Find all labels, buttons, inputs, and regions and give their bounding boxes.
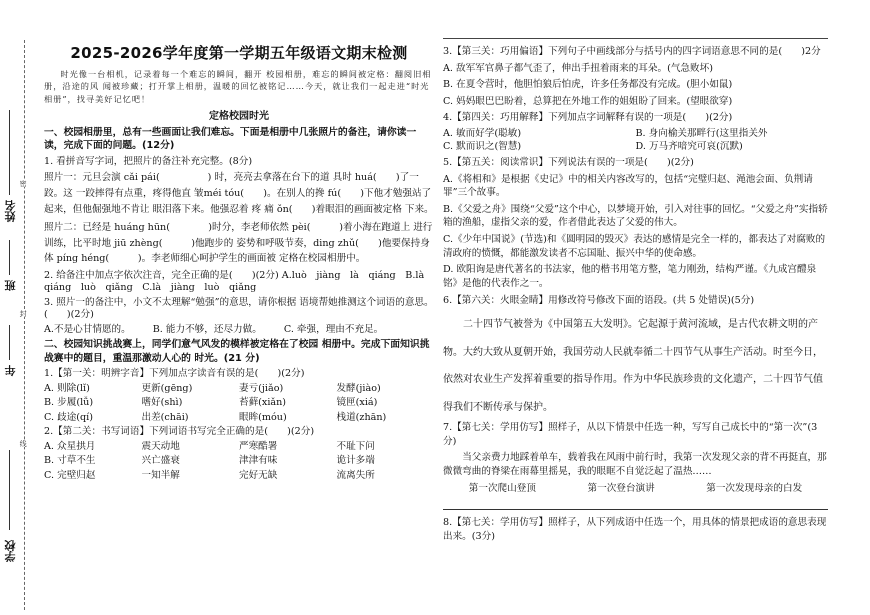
option-a[interactable]: A. 敏而好学(聪敏) [443,128,522,140]
level-1-heading: 1.【第一关：明辨字音】下列加点字读音有误的是( )(2分) [44,368,305,380]
level-1-row-a[interactable] [44,383,434,395]
class-field[interactable] [9,240,10,275]
level-1-row-c[interactable] [44,412,434,424]
option-cell: 栈道(zhān) [336,411,387,423]
choice-white-hair[interactable]: 第一次发现母亲的白发 [706,482,803,494]
grade-label: 年 [4,365,17,376]
option-cell: 嗜好(shì) [141,397,183,409]
level-3-option-c[interactable]: C. 妈妈眼巴巴盼着，总算把在外地工作的姐姐盼了回来。(望眼欲穿) [443,95,733,107]
option-cell: 发酵(jiào) [336,382,381,394]
level-5-option-b[interactable]: B.《父爱之舟》围绕“父爱”这个中心，以梦境开始，引入对往事的回忆。“父爱之舟”实指轿箱的渔船，虚指父亲的爱，作者借此表达了父爱的伟大。 [443,203,828,229]
level-2-row-c[interactable] [44,470,434,482]
option-cell: A. 则除(lǐ) [44,382,90,394]
fold-mark: 封 [19,310,28,317]
option-c[interactable]: C. 默而识之(智慧) [443,140,522,152]
option-cell: C. 完壁归赵 [44,469,96,481]
option-cell: 镜匣(xiá) [336,397,378,409]
level-2-row-a[interactable] [44,441,434,453]
option-cell: 津津有味 [239,455,278,467]
fold-line [24,40,25,610]
top-rule [443,38,828,39]
level-4-options [443,128,828,153]
name-label: 姓名 [4,200,17,222]
question-1: 1. 看拼音写字词，把照片的备注补充完整。(8分) [44,156,253,168]
question-2: 2. 给备注中加点字依次注音，完全正确的是( )(2分) A.luò jiàng là qiáng B.là qiáng luò qiǎng C.là jiàng luò qiǎng [44,269,434,294]
option-cell: 流离失所 [336,469,375,481]
intro-paragraph: 时光像一台相机，记录着每一个难忘的瞬间，翻开 校园相册，难忘的瞬间被定格：翻阅旧相册，沿途的风 闻被珍藏；打开掌上相册，温暖的回忆被铭记……今天，就让我们一起走进“时光相册”，找寻美好记忆吧！ [44,68,432,104]
level-6-passage[interactable]: 二十四节气被誉为《中国第五大发明》。它起源于黄河流域，是古代农耕文明的产物。大约大致从夏朝开始，我国劳动人民就奉循二十四节气从事生产活动。时至今日，依然对农业生产发挥着重要的指导作用。作为中华民族珍贵的文化遗产，二十四节气值得我们不断传承与保护。 [443,319,823,413]
level-1-row-b[interactable] [44,397,434,409]
level-3-heading: 3.【第三关：巧用偏语】下列句子中画线部分与括号内的四字词语意思不同的是( )2分 [443,46,821,57]
level-7-heading: 7.【第七关：学用仿写】照样子，从以下情景中任选一种，写写自己成长中的“第一次”(3分) [443,422,818,447]
level-6-heading: 6.【第六关：火眼金睛】用修改符号修改下面的语段。(共 5 处错误)(5分) [443,295,755,307]
level-8-heading: 8.【第七关：学用仿写】照样子，从下列成语中任选一个，用具体的情景把成语的意思表现出来。(3分) [443,516,827,542]
level-5-option-d[interactable]: D. 欧阳询是唐代著名的书法家，他的楷书用笔方整，笔力刚劲，结构严谨。《九成宫醴泉铭》是他的代表作之一。 [443,264,817,289]
class-label: 班 [4,280,17,291]
option-cell: A. 众星拱月 [44,440,96,452]
level-2-heading: 2.【第二关：书写词语】下列词语书写完全正确的是( )(2分) [44,426,315,438]
grade-field[interactable] [9,325,10,360]
option-cell: 兴亡盛衰 [141,455,180,467]
option-d[interactable]: D. 万马齐喑究可哀(沉默) [635,140,743,152]
option-cell: 苔藓(xiǎn) [239,397,287,409]
photo-2-note: 照片二：已经是 huáng hūn( )时分，李老师依然 pèi( )着小海在跑道上 进行训练，比平时地 jiū zhèng( )他跑步的 姿势和呼吸节奏，ding zhǔ( )他要保持身体 píng héng( )。李老师细心呵护学生的画面被 定格在校园相册中。 [44,222,433,265]
option-cell: 眼眸(móu) [239,411,287,423]
choice-climb[interactable]: 第一次爬山登顶 [468,482,536,494]
level-7-choices [443,483,828,495]
left-column [44,40,434,484]
option-cell: C. 歧途(qí) [44,411,93,423]
fold-mark: 线 [19,440,28,447]
answer-line[interactable] [443,509,828,510]
level-4-heading: 4.【第四关：巧用解释】下列加点字词解释有误的一项是( )(2分) [443,112,733,124]
choice-speech[interactable]: 第一次登台演讲 [587,482,655,494]
option-cell: 出差(chāi) [141,411,189,423]
photo-1-note: 照片一：元旦会演 cǎi pái( ) 时，亮亮去拿落在台下的道 具时 huá( )了一跤。这 一跤摔得有点重，疼得他直 皱méi tóu( )。在别人的搀 fú( )下他才勉强站了起来，但他倔强地不肯让 眼泪落下来。他强忍着 疼 痛 ǒn( )着眼泪的画面被定格 下来。 [44,172,434,215]
option-cell: 完好无缺 [239,469,278,481]
option-cell: 严寒酷署 [239,440,278,452]
level-5-option-a[interactable]: A.《将相和》是根据《史记》中的相关内容改写的，包括“完璧归赵、渑池会面、负荆请罪”三个故事。 [443,173,813,199]
right-column [443,40,828,546]
level-5-heading: 5.【第五关：阅读常识】下列说法有误的一项是( )(2分) [443,156,694,168]
option-b[interactable]: B. 能力不够，还尽力做。 [152,323,262,335]
level-7-example: 当父亲费力地踩着单车，载着我在风雨中前行时，我第一次发现父亲的背不再挺直，那微微弯曲的脊梁在雨幕里摇晃，我的眼眶不自觉泛起了温热…… [443,452,827,477]
name-field[interactable] [9,110,10,195]
question-3: 3. 照片一的备注中，小文不太理解“勉强”的意思，请你根据 语境帮她推测这个词语的意思。( )(2分) [44,296,434,321]
option-c[interactable]: C. 牵强，理由不充足。 [283,323,384,335]
section-1-heading: 一、校园相册里，总有一些画面让我们难忘。下面是相册中几张照片的备注，请你读一读，完成下面的问题。(12分) [44,126,417,152]
school-label: 学校 [4,540,17,562]
fold-mark: 密 [19,180,28,187]
binding-strip [0,40,40,610]
option-cell: 妻亏(jiǎo) [239,382,284,394]
section-subtitle: 定格校园时光 [209,110,269,122]
option-cell: 一知半解 [141,469,180,481]
option-cell: 震天动地 [141,440,180,452]
level-3-option-b[interactable]: B. 在夏令营时，他胆怕狼后怕虎，许多任务都没有完成。(胆小如鼠) [443,79,733,91]
option-cell: B. 步履(lǚ) [44,397,94,409]
exam-title: 2025-2026学年度第一学期五年级语文期末检测 [70,44,408,62]
level-3-option-a[interactable]: A. 敌军军官鼻子都气歪了，伸出手扭着雨来的耳朵。(气急败坏) [443,62,713,74]
option-cell: 不耻下问 [336,440,375,452]
section-2-heading: 二、校园知识挑战赛上，同学们意气风发的模样被定格在了校园 相册中。完成下面知识挑战赛中的题目，重温那激动人心的 时光。(21 分) [44,339,430,364]
school-field[interactable] [9,450,10,530]
option-b[interactable]: B. 身向榆关那畔行(这里指关外 [635,128,768,140]
question-3-options [44,324,434,336]
option-cell: 更新(gēng) [141,382,193,394]
level-5-option-c[interactable]: C.《少年中国说》(节选)和《圆明园的毁灭》表达的感情是完全一样的，都表达了对腐败的清政府的愤慨，都能激发读者不忘国耻、振兴中华的使命感。 [443,234,826,259]
option-cell: 诡计多端 [336,455,375,467]
level-2-row-b[interactable] [44,455,434,467]
option-a[interactable]: A.不是心甘情愿的。 [44,323,131,335]
option-cell: B. 寸草不生 [44,455,96,467]
